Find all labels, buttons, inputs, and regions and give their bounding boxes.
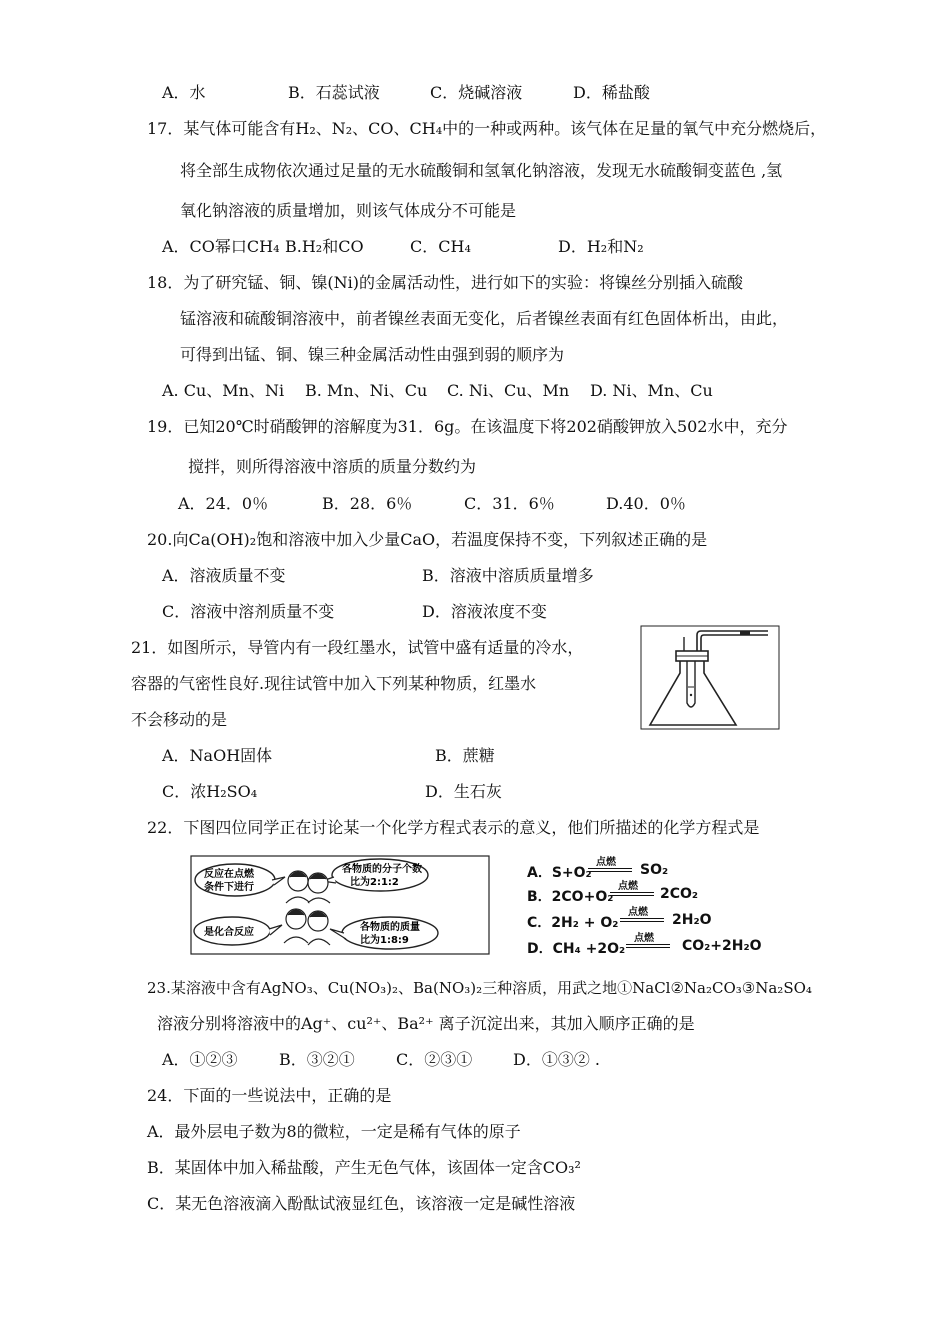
equation-c-right: 2H₂O — [672, 912, 712, 928]
q23-option-b: B．③②① — [279, 1050, 355, 1069]
q23-option-d: D．①③② . — [513, 1050, 601, 1069]
q21-stem-line3: 不会移动的是 — [131, 710, 228, 729]
q21-option-b: B．蔗糖 — [435, 746, 495, 765]
q17-option-a: A．CO幂口CH₄ — [162, 237, 280, 256]
flask-apparatus-figure — [640, 625, 780, 730]
equation-d-arrow — [626, 944, 670, 948]
equation-c-arrow — [620, 918, 664, 922]
q19-stem-line1: 19．已知20℃时硝酸钾的溶解度为31．6g。在该温度下将202硝酸钾放入502水中，充分 — [147, 417, 788, 436]
equation-d-left: D．CH₄ +2O₂ — [527, 941, 626, 957]
q20-option-b: B．溶液中溶质质量增多 — [422, 566, 594, 585]
equation-b-right: 2CO₂ — [660, 886, 699, 902]
q18-stem-line3: 可得到出锰、铜、镍三种金属活动性由强到弱的顺序为 — [180, 345, 565, 364]
bubble3-text: 是化合反应 — [204, 927, 254, 938]
q18-option-a: A. Cu、Mn、Ni — [162, 381, 285, 400]
q19-option-d: D.40．0％ — [606, 494, 686, 513]
q17-stem-line3: 氧化钠溶液的质量增加，则该气体成分不可能是 — [180, 201, 517, 220]
bubble4-line1: 各物质的质量 — [360, 922, 420, 933]
q21-stem-line1: 21．如图所示，导管内有一段红墨水，试管中盛有适量的冷水， — [131, 638, 584, 657]
q24-option-a: A．最外层电子数为8的微粒，一定是稀有气体的原子 — [147, 1122, 521, 1141]
bubble1-line1: 反应在点燃 — [204, 869, 254, 880]
q22-stem-line1: 22．下图四位同学正在讨论某一个化学方程式表示的意义，他们所描述的化学方程式是 — [147, 818, 760, 837]
q21-option-d: D．生石灰 — [425, 782, 502, 801]
equation-a-condition: 点燃 — [596, 857, 616, 868]
q20-option-d: D．溶液浓度不变 — [422, 602, 547, 621]
bubble2-line2: 比为2:1:2 — [350, 877, 399, 888]
q19-option-c: C．31．6％ — [464, 494, 555, 513]
q18-option-c: C. Ni、Cu、Mn — [447, 381, 570, 400]
q24-option-c: C．某无色溶液滴入酚酞试液显红色，该溶液一定是碱性溶液 — [147, 1194, 576, 1213]
q18-stem-line1: 18．为了研究锰、铜、镍(Ni)的金属活动性，进行如下的实验：将镍丝分别插入硫酸 — [147, 273, 743, 292]
q20-option-a: A．溶液质量不变 — [162, 566, 286, 585]
equation-a-right: SO₂ — [640, 862, 669, 878]
q20-stem-line1: 20.向Ca(OH)₂饱和溶液中加入少量CaO，若温度保持不变，下列叙述正确的是 — [147, 530, 708, 549]
q23-stem-line1: 23.某溶液中含有AgNO₃、Cu(NO₃)₂、Ba(NO₃)₂三种溶质，用武之地①NaCl②Na₂CO₃③Na₂SO₄ — [147, 979, 812, 997]
equation-c-left: C．2H₂ + O₂ — [527, 915, 619, 931]
bubble4-line2: 比为1:8:9 — [360, 935, 409, 946]
q21-stem-line2: 容器的气密性良好.现往试管中加入下列某种物质，红墨水 — [131, 674, 537, 693]
q23-stem-line2: 溶液分别将溶液中的Ag⁺、cu²⁺、Ba²⁺ 离子沉淀出来，其加入顺序正确的是 — [157, 1014, 695, 1033]
q16-option-a: A．水 — [162, 83, 206, 102]
q17-option-b: B.H₂和CO — [285, 237, 364, 256]
q16-option-d: D．稀盐酸 — [573, 83, 650, 102]
q21-option-c: C．浓H₂SO₄ — [162, 782, 258, 801]
q19-stem-line2: 搅拌，则所得溶液中溶质的质量分数约为 — [188, 457, 477, 476]
students-discussion-figure — [190, 855, 490, 955]
equation-a-arrow — [588, 868, 632, 872]
q19-option-b: B．28．6％ — [322, 494, 413, 513]
q17-stem-line2: 将全部生成物依次通过足量的无水硫酸铜和氢氧化钠溶液，发现无水硫酸铜变蓝色 ,氢 — [180, 161, 783, 180]
q18-stem-line2: 锰溶液和硫酸铜溶液中，前者镍丝表面无变化，后者镍丝表面有红色固体析出，由此， — [180, 309, 789, 328]
q18-option-b: B. Mn、Ni、Cu — [305, 381, 428, 400]
equation-a-left: A．S+O₂ — [527, 865, 592, 881]
q17-option-d: D．H₂和N₂ — [558, 237, 644, 256]
equation-d-condition: 点燃 — [634, 933, 654, 944]
q19-option-a: A．24．0％ — [178, 494, 269, 513]
q17-option-c: C．CH₄ — [410, 237, 471, 256]
equation-d-right: CO₂+2H₂O — [682, 938, 762, 954]
q17-stem-line1: 17．某气体可能含有H₂、N₂、CO、CH₄中的一种或两种。该气体在足量的氧气中充分燃烧后， — [147, 119, 827, 138]
q24-option-b: B．某固体中加入稀盐酸，产生无色气体，该固体一定含CO₃² — [147, 1158, 581, 1177]
equation-b-left: B．2CO+O₂ — [527, 889, 614, 905]
q23-option-a: A．①②③ — [162, 1050, 238, 1069]
equation-b-arrow — [610, 892, 654, 896]
q21-option-a: A．NaOH固体 — [162, 746, 273, 765]
q24-stem-line1: 24．下面的一些说法中，正确的是 — [147, 1086, 392, 1105]
q16-option-c: C．烧碱溶液 — [430, 83, 523, 102]
bubble2-line1: 各物质的分子个数 — [342, 864, 422, 875]
bubble1-line2: 条件下进行 — [204, 882, 254, 893]
q16-option-b: B．石蕊试液 — [288, 83, 380, 102]
q23-option-c: C．②③① — [396, 1050, 473, 1069]
q20-option-c: C．溶液中溶剂质量不变 — [162, 602, 335, 621]
q18-option-d: D. Ni、Mn、Cu — [590, 381, 713, 400]
equation-b-condition: 点燃 — [618, 881, 638, 892]
equation-c-condition: 点燃 — [628, 907, 648, 918]
